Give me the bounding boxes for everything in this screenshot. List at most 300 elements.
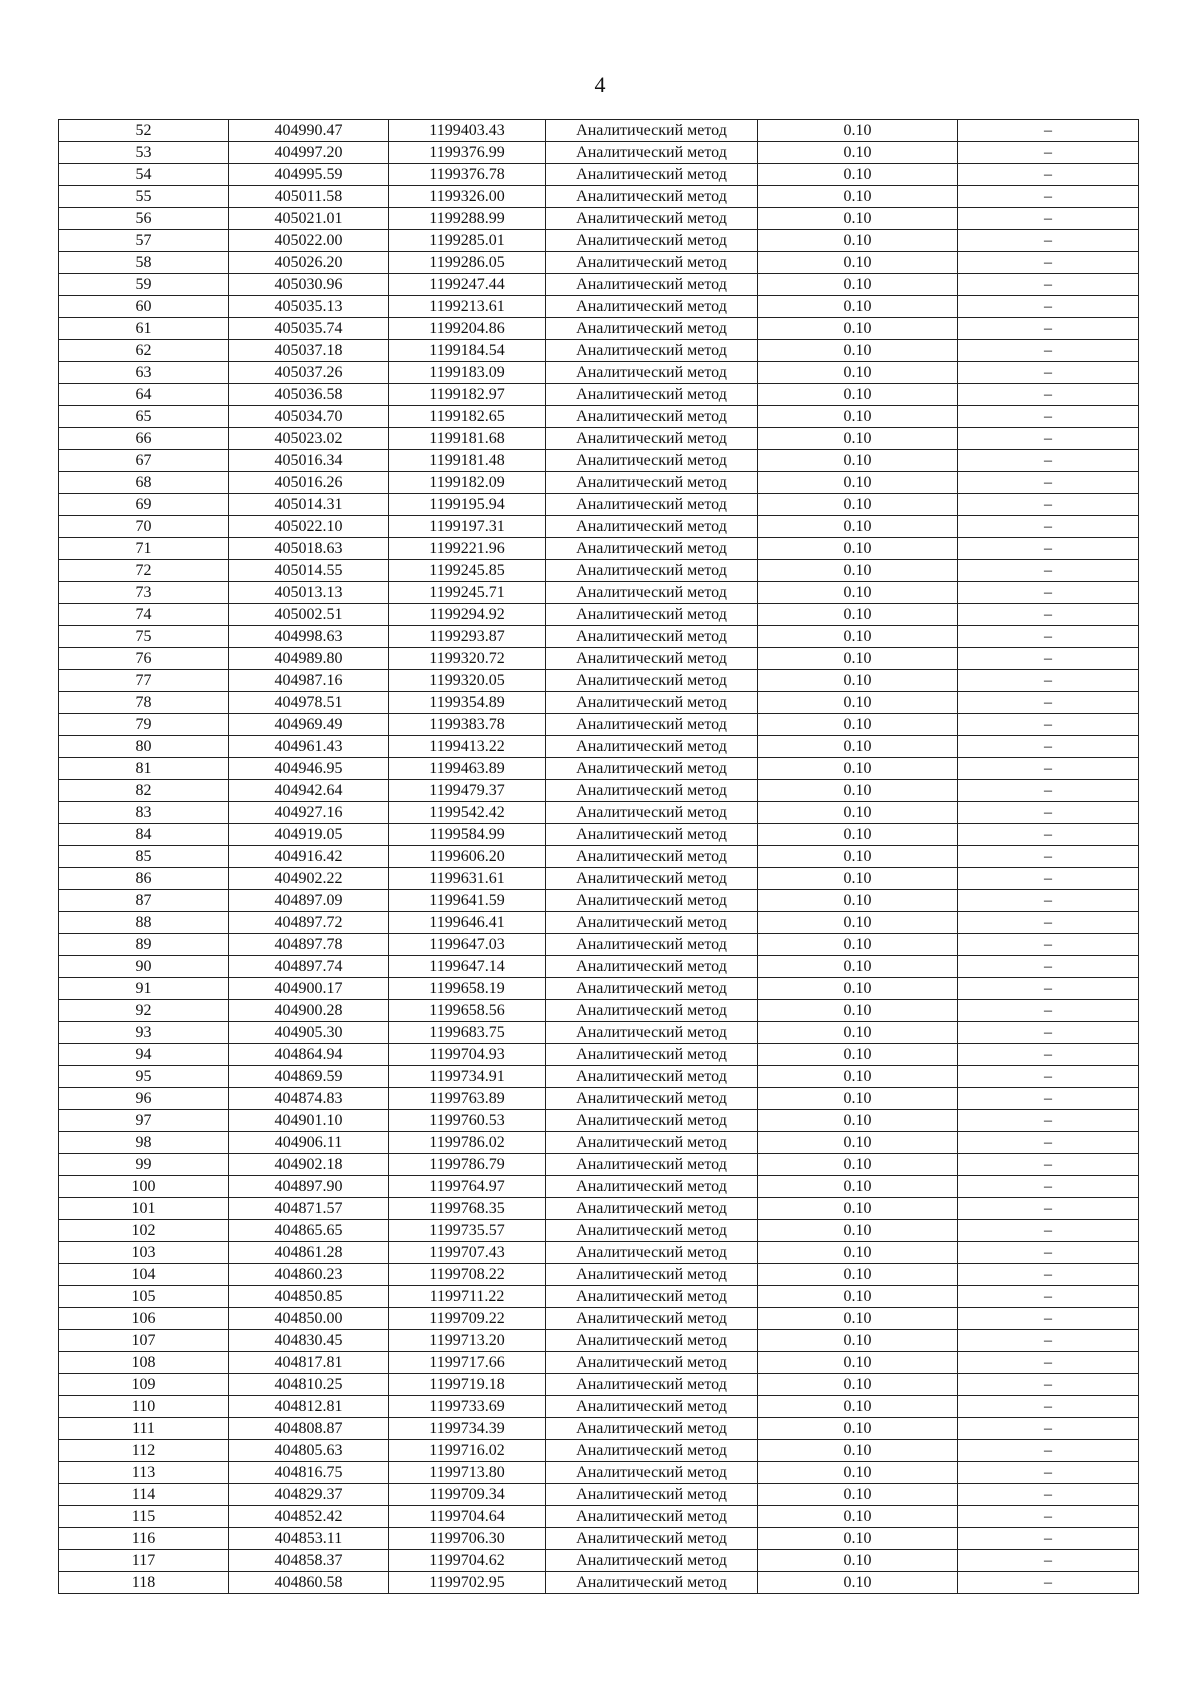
method-cell: Аналитический метод <box>546 516 758 538</box>
note-cell: – <box>958 362 1139 384</box>
method-cell: Аналитический метод <box>546 868 758 890</box>
method-cell: Аналитический метод <box>546 340 758 362</box>
x-coordinate-cell: 404990.47 <box>229 120 389 142</box>
y-coordinate-cell: 1199376.99 <box>389 142 546 164</box>
y-coordinate-cell: 1199181.68 <box>389 428 546 450</box>
table-row <box>59 846 1139 868</box>
note-cell: – <box>958 274 1139 296</box>
y-coordinate-cell: 1199734.39 <box>389 1418 546 1440</box>
y-coordinate-cell: 1199584.99 <box>389 824 546 846</box>
note-cell: – <box>958 472 1139 494</box>
note-cell: – <box>958 164 1139 186</box>
table-row <box>59 648 1139 670</box>
note-cell: – <box>958 1044 1139 1066</box>
accuracy-cell: 0.10 <box>758 1308 958 1330</box>
y-coordinate-cell: 1199293.87 <box>389 626 546 648</box>
y-coordinate-cell: 1199354.89 <box>389 692 546 714</box>
y-coordinate-cell: 1199294.92 <box>389 604 546 626</box>
point-number-cell: 97 <box>59 1110 229 1132</box>
point-number-cell: 103 <box>59 1242 229 1264</box>
note-cell: – <box>958 1506 1139 1528</box>
y-coordinate-cell: 1199182.97 <box>389 384 546 406</box>
note-cell: – <box>958 1242 1139 1264</box>
accuracy-cell: 0.10 <box>758 1220 958 1242</box>
table-row <box>59 978 1139 1000</box>
method-cell: Аналитический метод <box>546 1110 758 1132</box>
table-row <box>59 714 1139 736</box>
method-cell: Аналитический метод <box>546 648 758 670</box>
method-cell: Аналитический метод <box>546 1550 758 1572</box>
x-coordinate-cell: 404906.11 <box>229 1132 389 1154</box>
y-coordinate-cell: 1199181.48 <box>389 450 546 472</box>
method-cell: Аналитический метод <box>546 1264 758 1286</box>
note-cell: – <box>958 1176 1139 1198</box>
accuracy-cell: 0.10 <box>758 186 958 208</box>
point-number-cell: 58 <box>59 252 229 274</box>
table-row <box>59 956 1139 978</box>
y-coordinate-cell: 1199204.86 <box>389 318 546 340</box>
y-coordinate-cell: 1199719.18 <box>389 1374 546 1396</box>
point-number-cell: 95 <box>59 1066 229 1088</box>
accuracy-cell: 0.10 <box>758 1528 958 1550</box>
table-row <box>59 164 1139 186</box>
y-coordinate-cell: 1199182.65 <box>389 406 546 428</box>
note-cell: – <box>958 670 1139 692</box>
table-row <box>59 406 1139 428</box>
table-row <box>59 1440 1139 1462</box>
x-coordinate-cell: 404998.63 <box>229 626 389 648</box>
x-coordinate-cell: 404860.58 <box>229 1572 389 1594</box>
point-number-cell: 98 <box>59 1132 229 1154</box>
accuracy-cell: 0.10 <box>758 1440 958 1462</box>
x-coordinate-cell: 405037.18 <box>229 340 389 362</box>
accuracy-cell: 0.10 <box>758 428 958 450</box>
method-cell: Аналитический метод <box>546 714 758 736</box>
point-number-cell: 53 <box>59 142 229 164</box>
accuracy-cell: 0.10 <box>758 912 958 934</box>
method-cell: Аналитический метод <box>546 1440 758 1462</box>
accuracy-cell: 0.10 <box>758 142 958 164</box>
note-cell: – <box>958 934 1139 956</box>
note-cell: – <box>958 494 1139 516</box>
y-coordinate-cell: 1199713.80 <box>389 1462 546 1484</box>
method-cell: Аналитический метод <box>546 1000 758 1022</box>
method-cell: Аналитический метод <box>546 626 758 648</box>
x-coordinate-cell: 404816.75 <box>229 1462 389 1484</box>
accuracy-cell: 0.10 <box>758 1066 958 1088</box>
accuracy-cell: 0.10 <box>758 1462 958 1484</box>
note-cell: – <box>958 1132 1139 1154</box>
y-coordinate-cell: 1199704.62 <box>389 1550 546 1572</box>
accuracy-cell: 0.10 <box>758 956 958 978</box>
note-cell: – <box>958 780 1139 802</box>
point-number-cell: 69 <box>59 494 229 516</box>
accuracy-cell: 0.10 <box>758 1154 958 1176</box>
method-cell: Аналитический метод <box>546 186 758 208</box>
y-coordinate-cell: 1199606.20 <box>389 846 546 868</box>
y-coordinate-cell: 1199184.54 <box>389 340 546 362</box>
note-cell: – <box>958 384 1139 406</box>
y-coordinate-cell: 1199709.34 <box>389 1484 546 1506</box>
method-cell: Аналитический метод <box>546 120 758 142</box>
y-coordinate-cell: 1199658.19 <box>389 978 546 1000</box>
accuracy-cell: 0.10 <box>758 1000 958 1022</box>
accuracy-cell: 0.10 <box>758 868 958 890</box>
coordinates-table-body <box>59 120 1139 1594</box>
x-coordinate-cell: 404919.05 <box>229 824 389 846</box>
note-cell: – <box>958 1308 1139 1330</box>
method-cell: Аналитический метод <box>546 230 758 252</box>
y-coordinate-cell: 1199760.53 <box>389 1110 546 1132</box>
x-coordinate-cell: 404897.72 <box>229 912 389 934</box>
table-row <box>59 1330 1139 1352</box>
note-cell: – <box>958 1066 1139 1088</box>
note-cell: – <box>958 1572 1139 1594</box>
note-cell: – <box>958 1220 1139 1242</box>
point-number-cell: 66 <box>59 428 229 450</box>
method-cell: Аналитический метод <box>546 934 758 956</box>
note-cell: – <box>958 1154 1139 1176</box>
x-coordinate-cell: 405014.31 <box>229 494 389 516</box>
x-coordinate-cell: 404853.11 <box>229 1528 389 1550</box>
table-row <box>59 1308 1139 1330</box>
point-number-cell: 56 <box>59 208 229 230</box>
point-number-cell: 117 <box>59 1550 229 1572</box>
x-coordinate-cell: 404850.85 <box>229 1286 389 1308</box>
x-coordinate-cell: 405018.63 <box>229 538 389 560</box>
note-cell: – <box>958 978 1139 1000</box>
point-number-cell: 91 <box>59 978 229 1000</box>
method-cell: Аналитический метод <box>546 1396 758 1418</box>
note-cell: – <box>958 1110 1139 1132</box>
accuracy-cell: 0.10 <box>758 736 958 758</box>
table-row <box>59 890 1139 912</box>
accuracy-cell: 0.10 <box>758 934 958 956</box>
y-coordinate-cell: 1199542.42 <box>389 802 546 824</box>
table-row <box>59 1066 1139 1088</box>
point-number-cell: 89 <box>59 934 229 956</box>
x-coordinate-cell: 404864.94 <box>229 1044 389 1066</box>
x-coordinate-cell: 405022.00 <box>229 230 389 252</box>
note-cell: – <box>958 538 1139 560</box>
note-cell: – <box>958 208 1139 230</box>
accuracy-cell: 0.10 <box>758 1418 958 1440</box>
note-cell: – <box>958 1286 1139 1308</box>
x-coordinate-cell: 404850.00 <box>229 1308 389 1330</box>
table-row <box>59 384 1139 406</box>
point-number-cell: 85 <box>59 846 229 868</box>
note-cell: – <box>958 142 1139 164</box>
x-coordinate-cell: 405016.26 <box>229 472 389 494</box>
method-cell: Аналитический метод <box>546 1330 758 1352</box>
x-coordinate-cell: 405022.10 <box>229 516 389 538</box>
accuracy-cell: 0.10 <box>758 824 958 846</box>
note-cell: – <box>958 560 1139 582</box>
x-coordinate-cell: 404861.28 <box>229 1242 389 1264</box>
method-cell: Аналитический метод <box>546 802 758 824</box>
accuracy-cell: 0.10 <box>758 208 958 230</box>
note-cell: – <box>958 736 1139 758</box>
note-cell: – <box>958 186 1139 208</box>
x-coordinate-cell: 405036.58 <box>229 384 389 406</box>
x-coordinate-cell: 405023.02 <box>229 428 389 450</box>
note-cell: – <box>958 1528 1139 1550</box>
point-number-cell: 108 <box>59 1352 229 1374</box>
table-row <box>59 1044 1139 1066</box>
method-cell: Аналитический метод <box>546 670 758 692</box>
x-coordinate-cell: 404829.37 <box>229 1484 389 1506</box>
x-coordinate-cell: 404874.83 <box>229 1088 389 1110</box>
y-coordinate-cell: 1199763.89 <box>389 1088 546 1110</box>
accuracy-cell: 0.10 <box>758 648 958 670</box>
table-row <box>59 1484 1139 1506</box>
note-cell: – <box>958 1264 1139 1286</box>
accuracy-cell: 0.10 <box>758 1352 958 1374</box>
x-coordinate-cell: 404900.28 <box>229 1000 389 1022</box>
x-coordinate-cell: 404900.17 <box>229 978 389 1000</box>
x-coordinate-cell: 404897.90 <box>229 1176 389 1198</box>
method-cell: Аналитический метод <box>546 1044 758 1066</box>
method-cell: Аналитический метод <box>546 296 758 318</box>
x-coordinate-cell: 405016.34 <box>229 450 389 472</box>
y-coordinate-cell: 1199479.37 <box>389 780 546 802</box>
x-coordinate-cell: 405030.96 <box>229 274 389 296</box>
x-coordinate-cell: 404946.95 <box>229 758 389 780</box>
y-coordinate-cell: 1199288.99 <box>389 208 546 230</box>
point-number-cell: 99 <box>59 1154 229 1176</box>
x-coordinate-cell: 404905.30 <box>229 1022 389 1044</box>
table-row <box>59 362 1139 384</box>
method-cell: Аналитический метод <box>546 1418 758 1440</box>
x-coordinate-cell: 405037.26 <box>229 362 389 384</box>
y-coordinate-cell: 1199245.71 <box>389 582 546 604</box>
table-row <box>59 1220 1139 1242</box>
y-coordinate-cell: 1199286.05 <box>389 252 546 274</box>
method-cell: Аналитический метод <box>546 1154 758 1176</box>
method-cell: Аналитический метод <box>546 846 758 868</box>
y-coordinate-cell: 1199320.72 <box>389 648 546 670</box>
method-cell: Аналитический метод <box>546 1286 758 1308</box>
table-row <box>59 494 1139 516</box>
method-cell: Аналитический метод <box>546 1484 758 1506</box>
accuracy-cell: 0.10 <box>758 164 958 186</box>
point-number-cell: 75 <box>59 626 229 648</box>
accuracy-cell: 0.10 <box>758 1088 958 1110</box>
accuracy-cell: 0.10 <box>758 296 958 318</box>
point-number-cell: 71 <box>59 538 229 560</box>
y-coordinate-cell: 1199717.66 <box>389 1352 546 1374</box>
point-number-cell: 87 <box>59 890 229 912</box>
accuracy-cell: 0.10 <box>758 1550 958 1572</box>
x-coordinate-cell: 404961.43 <box>229 736 389 758</box>
accuracy-cell: 0.10 <box>758 714 958 736</box>
x-coordinate-cell: 404871.57 <box>229 1198 389 1220</box>
point-number-cell: 54 <box>59 164 229 186</box>
y-coordinate-cell: 1199285.01 <box>389 230 546 252</box>
method-cell: Аналитический метод <box>546 1088 758 1110</box>
accuracy-cell: 0.10 <box>758 1286 958 1308</box>
x-coordinate-cell: 404897.74 <box>229 956 389 978</box>
table-row <box>59 758 1139 780</box>
table-row <box>59 296 1139 318</box>
x-coordinate-cell: 405035.74 <box>229 318 389 340</box>
note-cell: – <box>958 1022 1139 1044</box>
y-coordinate-cell: 1199247.44 <box>389 274 546 296</box>
method-cell: Аналитический метод <box>546 164 758 186</box>
coordinates-table <box>58 119 1139 1594</box>
table-row <box>59 934 1139 956</box>
point-number-cell: 83 <box>59 802 229 824</box>
point-number-cell: 61 <box>59 318 229 340</box>
table-row <box>59 780 1139 802</box>
point-number-cell: 81 <box>59 758 229 780</box>
note-cell: – <box>958 1550 1139 1572</box>
y-coordinate-cell: 1199183.09 <box>389 362 546 384</box>
note-cell: – <box>958 450 1139 472</box>
note-cell: – <box>958 1396 1139 1418</box>
point-number-cell: 105 <box>59 1286 229 1308</box>
point-number-cell: 84 <box>59 824 229 846</box>
table-row <box>59 1506 1139 1528</box>
y-coordinate-cell: 1199768.35 <box>389 1198 546 1220</box>
y-coordinate-cell: 1199683.75 <box>389 1022 546 1044</box>
method-cell: Аналитический метод <box>546 692 758 714</box>
note-cell: – <box>958 120 1139 142</box>
x-coordinate-cell: 405034.70 <box>229 406 389 428</box>
method-cell: Аналитический метод <box>546 1242 758 1264</box>
point-number-cell: 52 <box>59 120 229 142</box>
x-coordinate-cell: 404927.16 <box>229 802 389 824</box>
point-number-cell: 113 <box>59 1462 229 1484</box>
accuracy-cell: 0.10 <box>758 1330 958 1352</box>
note-cell: – <box>958 296 1139 318</box>
x-coordinate-cell: 404808.87 <box>229 1418 389 1440</box>
table-row <box>59 274 1139 296</box>
accuracy-cell: 0.10 <box>758 120 958 142</box>
table-row <box>59 1264 1139 1286</box>
note-cell: – <box>958 252 1139 274</box>
point-number-cell: 67 <box>59 450 229 472</box>
x-coordinate-cell: 404812.81 <box>229 1396 389 1418</box>
point-number-cell: 106 <box>59 1308 229 1330</box>
method-cell: Аналитический метод <box>546 1352 758 1374</box>
accuracy-cell: 0.10 <box>758 230 958 252</box>
y-coordinate-cell: 1199709.22 <box>389 1308 546 1330</box>
point-number-cell: 92 <box>59 1000 229 1022</box>
note-cell: – <box>958 406 1139 428</box>
note-cell: – <box>958 1000 1139 1022</box>
table-row <box>59 1528 1139 1550</box>
point-number-cell: 116 <box>59 1528 229 1550</box>
table-row <box>59 912 1139 934</box>
accuracy-cell: 0.10 <box>758 780 958 802</box>
accuracy-cell: 0.10 <box>758 384 958 406</box>
y-coordinate-cell: 1199213.61 <box>389 296 546 318</box>
method-cell: Аналитический метод <box>546 406 758 428</box>
point-number-cell: 77 <box>59 670 229 692</box>
method-cell: Аналитический метод <box>546 956 758 978</box>
table-row <box>59 626 1139 648</box>
note-cell: – <box>958 1418 1139 1440</box>
accuracy-cell: 0.10 <box>758 560 958 582</box>
y-coordinate-cell: 1199735.57 <box>389 1220 546 1242</box>
point-number-cell: 93 <box>59 1022 229 1044</box>
method-cell: Аналитический метод <box>546 736 758 758</box>
point-number-cell: 82 <box>59 780 229 802</box>
x-coordinate-cell: 404897.09 <box>229 890 389 912</box>
table-row <box>59 1572 1139 1594</box>
table-row <box>59 1396 1139 1418</box>
point-number-cell: 68 <box>59 472 229 494</box>
y-coordinate-cell: 1199658.56 <box>389 1000 546 1022</box>
method-cell: Аналитический метод <box>546 890 758 912</box>
method-cell: Аналитический метод <box>546 472 758 494</box>
y-coordinate-cell: 1199707.43 <box>389 1242 546 1264</box>
method-cell: Аналитический метод <box>546 978 758 1000</box>
note-cell: – <box>958 1088 1139 1110</box>
accuracy-cell: 0.10 <box>758 1132 958 1154</box>
note-cell: – <box>958 890 1139 912</box>
note-cell: – <box>958 626 1139 648</box>
accuracy-cell: 0.10 <box>758 1264 958 1286</box>
method-cell: Аналитический метод <box>546 450 758 472</box>
accuracy-cell: 0.10 <box>758 758 958 780</box>
table-row <box>59 252 1139 274</box>
table-row <box>59 1198 1139 1220</box>
table-row <box>59 560 1139 582</box>
table-row <box>59 208 1139 230</box>
y-coordinate-cell: 1199195.94 <box>389 494 546 516</box>
note-cell: – <box>958 1484 1139 1506</box>
y-coordinate-cell: 1199706.30 <box>389 1528 546 1550</box>
table-row <box>59 868 1139 890</box>
table-row <box>59 450 1139 472</box>
note-cell: – <box>958 604 1139 626</box>
method-cell: Аналитический метод <box>546 538 758 560</box>
x-coordinate-cell: 404858.37 <box>229 1550 389 1572</box>
y-coordinate-cell: 1199713.20 <box>389 1330 546 1352</box>
point-number-cell: 111 <box>59 1418 229 1440</box>
accuracy-cell: 0.10 <box>758 1484 958 1506</box>
accuracy-cell: 0.10 <box>758 450 958 472</box>
point-number-cell: 102 <box>59 1220 229 1242</box>
method-cell: Аналитический метод <box>546 1176 758 1198</box>
x-coordinate-cell: 405021.01 <box>229 208 389 230</box>
point-number-cell: 114 <box>59 1484 229 1506</box>
y-coordinate-cell: 1199764.97 <box>389 1176 546 1198</box>
table-row <box>59 1154 1139 1176</box>
table-row <box>59 1000 1139 1022</box>
y-coordinate-cell: 1199413.22 <box>389 736 546 758</box>
table-row <box>59 1352 1139 1374</box>
method-cell: Аналитический метод <box>546 604 758 626</box>
accuracy-cell: 0.10 <box>758 494 958 516</box>
x-coordinate-cell: 404897.78 <box>229 934 389 956</box>
y-coordinate-cell: 1199646.41 <box>389 912 546 934</box>
table-row <box>59 604 1139 626</box>
accuracy-cell: 0.10 <box>758 538 958 560</box>
note-cell: – <box>958 824 1139 846</box>
x-coordinate-cell: 404989.80 <box>229 648 389 670</box>
point-number-cell: 86 <box>59 868 229 890</box>
y-coordinate-cell: 1199786.02 <box>389 1132 546 1154</box>
table-row <box>59 1550 1139 1572</box>
x-coordinate-cell: 404852.42 <box>229 1506 389 1528</box>
method-cell: Аналитический метод <box>546 362 758 384</box>
table-row <box>59 472 1139 494</box>
method-cell: Аналитический метод <box>546 1066 758 1088</box>
method-cell: Аналитический метод <box>546 1374 758 1396</box>
